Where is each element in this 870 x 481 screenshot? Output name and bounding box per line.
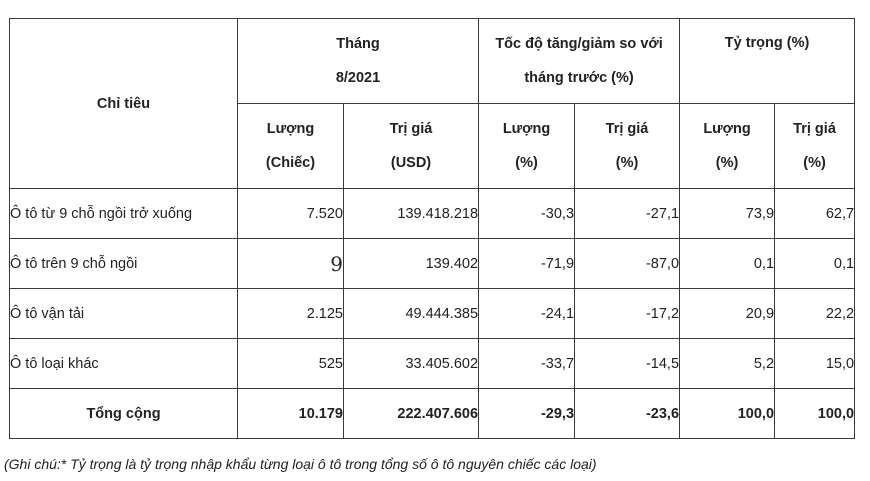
subheader-value-l2: (USD) xyxy=(390,155,432,171)
subheader-change-value-l2: (%) xyxy=(615,155,639,171)
total-share-value: 100,0 xyxy=(775,389,855,439)
cell-change-value: -27,1 xyxy=(575,189,680,239)
cell-qty xyxy=(238,239,344,289)
row-label: Ô tô trên 9 chỗ ngồi xyxy=(10,239,238,289)
subheader-change-qty-l2: (%) xyxy=(515,155,538,171)
total-label: Tổng cộng xyxy=(10,389,238,439)
cell-share-qty: 5,2 xyxy=(680,339,775,389)
footnote: (Ghi chú:* Tỷ trọng là tỷ trọng nhập khẩu từng loại ô tô trong tổng số ô tô nguyên chiếc các loại) xyxy=(4,456,597,472)
header-change-line1: Tốc độ tăng/giảm so với xyxy=(495,36,663,52)
subheader-share-value-l1: Trị giá xyxy=(793,121,836,137)
total-value: 222.407.606 xyxy=(344,389,479,439)
header-month-line1: Tháng xyxy=(336,36,380,52)
table-row xyxy=(10,189,855,239)
cell-change-value: -14,5 xyxy=(575,339,680,389)
subheader-change-qty-l1: Lượng xyxy=(502,121,551,137)
row-label: Ô tô loại khác xyxy=(10,339,238,389)
total-qty: 10.179 xyxy=(238,389,344,439)
header-change-group xyxy=(479,19,680,104)
total-share-qty: 100,0 xyxy=(680,389,775,439)
cell-qty: 2.125 xyxy=(238,289,344,339)
cell-change-qty: -71,9 xyxy=(479,239,575,289)
row-label: Ô tô từ 9 chỗ ngồi trở xuống xyxy=(10,189,238,239)
subheader-value xyxy=(344,104,479,189)
subheader-share-qty xyxy=(680,104,775,189)
subheader-change-value-l1: Trị giá xyxy=(605,121,649,137)
header-row-1 xyxy=(10,19,855,104)
header-share-group: Tỷ trọng (%) xyxy=(680,19,855,104)
cell-value: 33.405.602 xyxy=(344,339,479,389)
cell-share-value: 62,7 xyxy=(775,189,855,239)
subheader-qty xyxy=(238,104,344,189)
subheader-share-value-l2: (%) xyxy=(803,155,826,171)
total-change-qty: -29,3 xyxy=(479,389,575,439)
cell-share-value: 0,1 xyxy=(775,239,855,289)
cell-change-qty: -33,7 xyxy=(479,339,575,389)
table-row xyxy=(10,289,855,339)
total-change-value: -23,6 xyxy=(575,389,680,439)
cell-share-qty: 0,1 xyxy=(680,239,775,289)
cell-qty-value: 9 xyxy=(330,251,343,276)
subheader-change-value xyxy=(575,104,680,189)
table-row xyxy=(10,239,855,289)
cell-share-qty: 73,9 xyxy=(680,189,775,239)
total-row xyxy=(10,389,855,439)
subheader-share-qty-l1: Lượng xyxy=(703,121,751,137)
row-label: Ô tô vận tải xyxy=(10,289,238,339)
subheader-value-l1: Trị giá xyxy=(389,121,433,137)
subheader-share-qty-l2: (%) xyxy=(715,155,739,171)
table-row xyxy=(10,339,855,389)
header-month-line2: 8/2021 xyxy=(335,70,381,86)
cell-qty: 7.520 xyxy=(238,189,344,239)
cell-share-qty: 20,9 xyxy=(680,289,775,339)
cell-value: 139.402 xyxy=(344,239,479,289)
header-month-group xyxy=(238,19,479,104)
cell-share-value: 22,2 xyxy=(775,289,855,339)
cell-change-qty: -30,3 xyxy=(479,189,575,239)
subheader-change-qty xyxy=(479,104,575,189)
cell-share-value: 15,0 xyxy=(775,339,855,389)
subheader-qty-l2: (Chiếc) xyxy=(265,155,316,171)
subheader-qty-l1: Lượng xyxy=(266,121,315,137)
header-chi-tieu: Chỉ tiêu xyxy=(10,19,238,189)
cell-value: 139.418.218 xyxy=(344,189,479,239)
subheader-share-value xyxy=(775,104,855,189)
header-change-line2: tháng trước (%) xyxy=(524,70,634,86)
cell-change-qty: -24,1 xyxy=(479,289,575,339)
cell-change-value: -17,2 xyxy=(575,289,680,339)
cell-change-value: -87,0 xyxy=(575,239,680,289)
car-import-table xyxy=(9,18,855,439)
cell-value: 49.444.385 xyxy=(344,289,479,339)
cell-qty: 525 xyxy=(238,339,344,389)
